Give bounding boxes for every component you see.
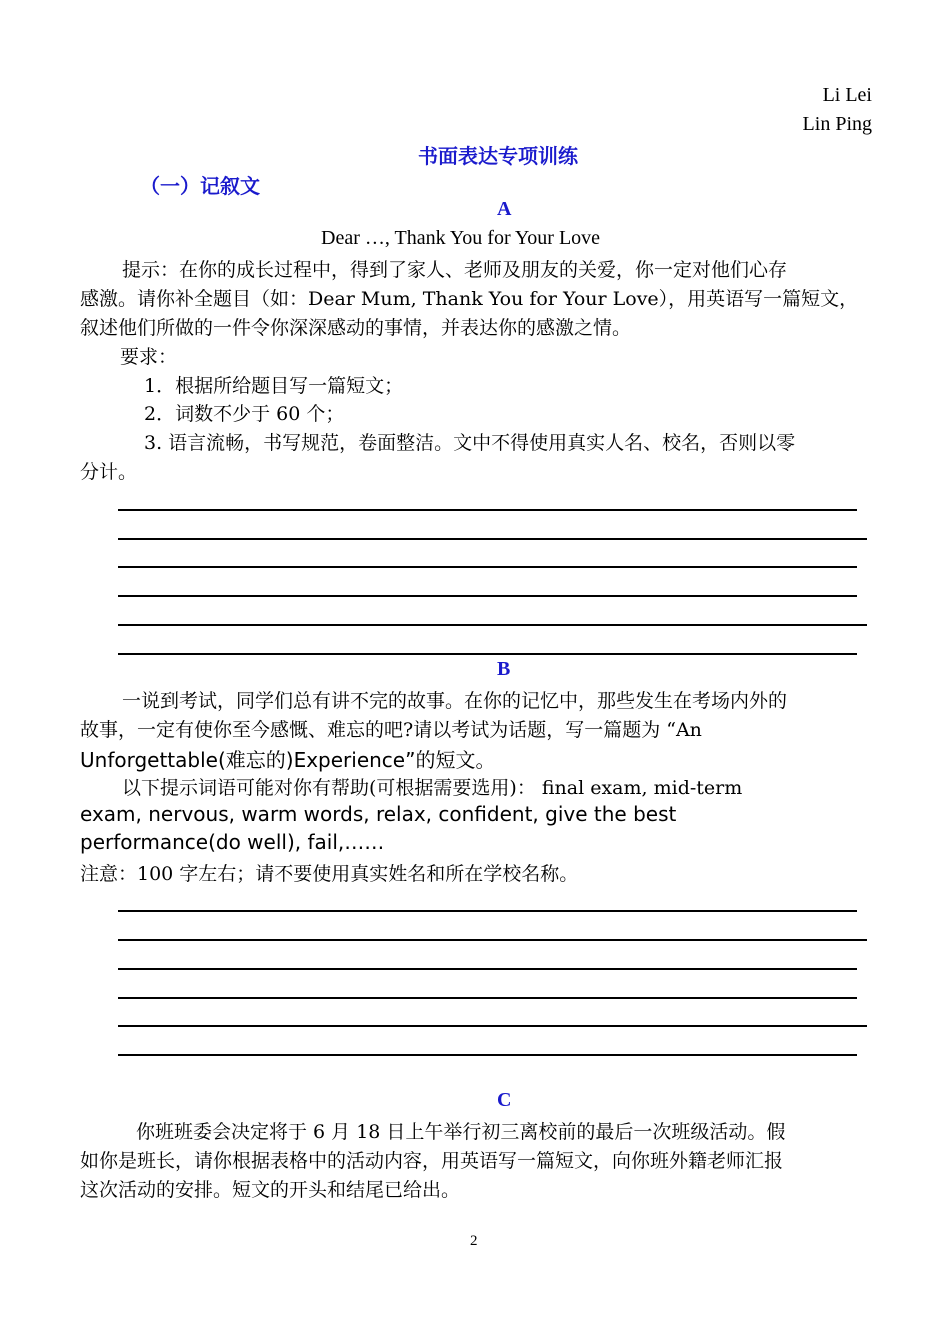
part-b-label: B <box>497 658 511 680</box>
writing-line[interactable] <box>118 968 857 970</box>
writing-line[interactable] <box>118 595 857 597</box>
part-b-paragraph-1-line-1: 一说到考试，同学们总有讲不完的故事。在你的记忆中，那些发生在考场内外的 <box>122 690 788 712</box>
writing-line[interactable] <box>118 653 857 655</box>
writing-line[interactable] <box>118 538 867 540</box>
writing-line[interactable] <box>118 566 857 568</box>
writing-line[interactable] <box>118 1025 867 1027</box>
part-a-requirements-label: 要求： <box>120 346 178 368</box>
part-c-line-1: 你班班委会决定将于 6 月 18 日上午举行初三离校前的最后一次班级活动。假 <box>136 1121 786 1143</box>
part-b-paragraph-1-line-2: 故事，一定有使你至今感慨、难忘的吧?请以考试为话题，写一篇题为 “An <box>80 719 702 741</box>
part-c-line-2: 如你是班长，请你根据表格中的活动内容，用英语写一篇短文，向你班外籍老师汇报 <box>80 1150 784 1172</box>
header-name-1: Li Lei <box>822 84 872 106</box>
page-title: 书面表达专项训练 <box>418 144 578 168</box>
part-a-requirement-2: 2．词数不少于 60 个； <box>144 403 345 425</box>
writing-line[interactable] <box>118 910 857 912</box>
part-c-label: C <box>497 1089 512 1111</box>
part-a-hint-line-2: 感激。请你补全题目（如：Dear Mum, Thank You for Your Love），用英语写一篇短文， <box>80 288 859 310</box>
writing-line[interactable] <box>118 624 867 626</box>
writing-line[interactable] <box>118 1054 857 1056</box>
part-b-paragraph-2-line-2: exam, nervous, warm words, relax, confident, give the best <box>80 802 677 826</box>
part-b-paragraph-2-line-3: performance(do well), fail,…… <box>80 830 385 854</box>
writing-line[interactable] <box>118 997 857 999</box>
part-a-requirement-3: 3. 语言流畅，书写规范，卷面整洁。文中不得使用真实人名、校名，否则以零 <box>144 432 796 454</box>
part-a-hint-line-1: 提示：在你的成长过程中，得到了家人、老师及朋友的关爱，你一定对他们心存 <box>122 259 788 281</box>
writing-line[interactable] <box>118 509 857 511</box>
header-name-2: Lin Ping <box>802 113 872 135</box>
part-b-paragraph-2-line-1: 以下提示词语可能对你有帮助(可根据需要选用)： final exam, mid-term <box>122 777 743 799</box>
part-c-line-3: 这次活动的安排。短文的开头和结尾已给出。 <box>80 1179 461 1201</box>
part-a-heading: Dear …, Thank You for Your Love <box>321 227 601 249</box>
part-a-requirement-3-cont: 分计。 <box>80 461 138 483</box>
writing-line[interactable] <box>118 939 867 941</box>
part-a-hint-line-3: 叙述他们所做的一件令你深深感动的事情，并表达你的感激之情。 <box>80 317 632 339</box>
part-a-requirement-1: 1．根据所给题目写一篇短文； <box>144 375 404 397</box>
part-b-note: 注意：100 字左右；请不要使用真实姓名和所在学校名称。 <box>80 863 579 885</box>
part-a-label: A <box>497 198 512 220</box>
part-b-paragraph-1-line-3: Unforgettable(难忘的)Experience”的短文。 <box>80 748 496 772</box>
page-number: 2 <box>470 1233 478 1249</box>
section-heading-narrative: （一）记叙文 <box>140 174 260 198</box>
